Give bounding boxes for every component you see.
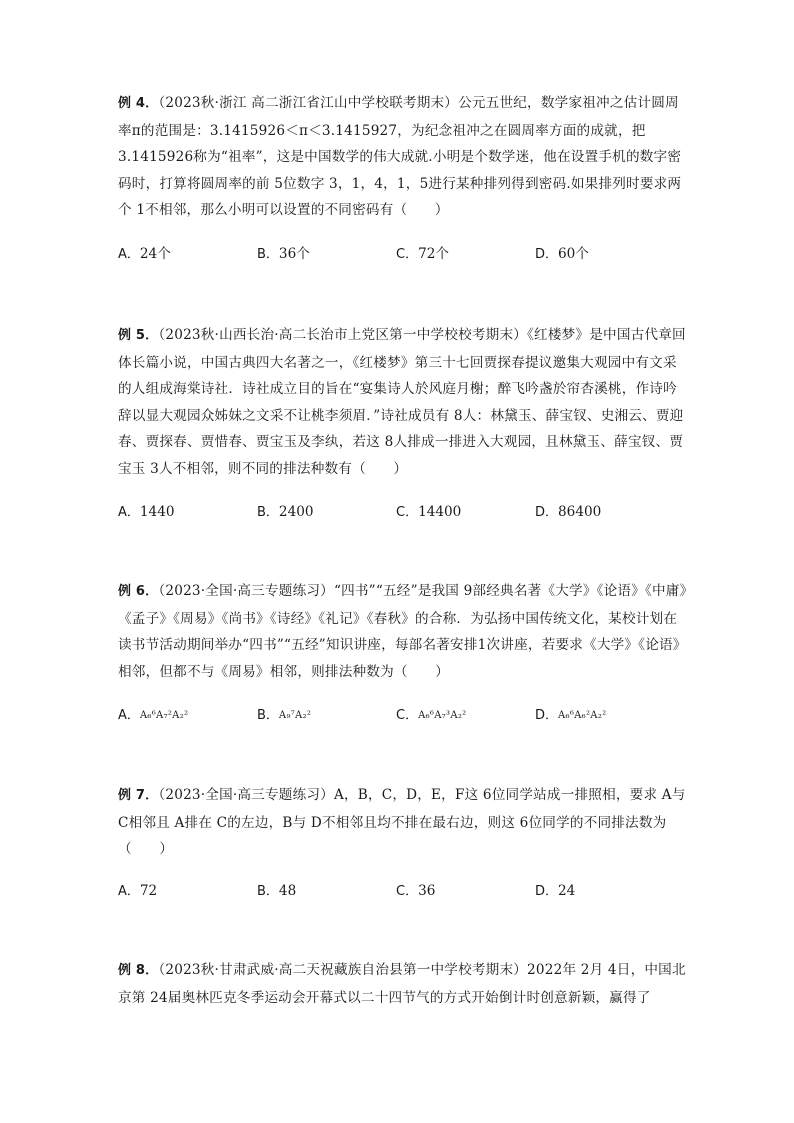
choice-d[interactable]: D．A₆⁶A₆²A₂² xyxy=(535,708,607,723)
problem-label: 例 8． xyxy=(118,963,159,978)
problem-6 xyxy=(118,578,688,723)
problem-label: 例 4． xyxy=(118,96,159,111)
problem-label: 例 5． xyxy=(118,328,159,343)
answer-choices xyxy=(118,502,688,522)
choice-c[interactable]: C．14400 xyxy=(396,504,462,520)
problem-label: 例 6． xyxy=(118,584,159,599)
problem-stem xyxy=(118,578,688,685)
problem-text: （2023秋·山西长治·高二长治市上党区第一中学校校考期末）《红楼梦》是中国古代章回体长篇小说，中国古典四大名著之一，《红楼梦》第三十七回贾探春提议邀集大观园中有文采的人组成海棠诗社．诗社成立目的旨在“宴集诗人於风庭月榭；醉飞吟盏於帘杏溪桃，作诗吟辞以显大观园众姊妹之文采不让桃李须眉．”诗社成员有 8人：林黛玉、薛宝钗、史湘云、贾迎春、贾探春、贾惜春、贾宝玉及李纨，若这 8人排成一排进入大观园，且林黛玉、薛宝钗、贾宝玉 3人不相邻，则不同的排法种数有（ ） xyxy=(118,327,686,477)
choice-b[interactable]: B．A₉⁷A₂² xyxy=(257,708,312,723)
problem-text: （2023秋·甘肃武威·高二天祝藏族自治县第一中学校考期末）2022年 2月 4日，中国北京第 24届奥林匹克冬季运动会开幕式以二十四节气的方式开始倒计时创意新颖，赢得了 xyxy=(118,962,686,1006)
choice-c[interactable]: C．72个 xyxy=(396,246,449,262)
choice-d[interactable]: D．60个 xyxy=(535,246,589,262)
problem-stem xyxy=(118,957,688,1011)
choice-b[interactable]: B．2400 xyxy=(257,504,314,520)
choice-a[interactable]: A．1440 xyxy=(118,504,175,520)
problem-label: 例 7． xyxy=(118,788,159,803)
problem-text: （2023·全国·高三专题练习）“四书”“五经”是我国 9部经典名著《大学》《论语》《中庸》《孟子》《周易》《尚书》《诗经》《礼记》《春秋》的合称．为弘扬中国传统文化，某校计划在读书节活动期间举办“四书”“五经”知识讲座，每部名著安排1次讲座，若要求《大学》《论语》相邻，但都不与《周易》相邻，则排法种数为（ ） xyxy=(118,583,687,680)
problem-8 xyxy=(118,957,688,1011)
problem-stem xyxy=(118,322,688,482)
problem-text: （2023·全国·高三专题练习）A，B，C，D，E，F这 6位同学站成一排照相，要求 A与 C相邻且 A排在 C的左边，B与 D不相邻且均不排在最右边，则这 6位同学的不同排法数为（ ） xyxy=(118,787,686,857)
choice-a[interactable]: A．A₆⁶A₇²A₂² xyxy=(118,708,189,723)
choice-b[interactable]: B．36个 xyxy=(257,246,310,262)
problem-stem xyxy=(118,782,688,863)
choice-b[interactable]: B．48 xyxy=(257,883,297,899)
problem-5 xyxy=(118,322,688,520)
answer-choices xyxy=(118,244,688,264)
answer-choices xyxy=(118,705,688,725)
choice-a[interactable]: A．72 xyxy=(118,883,158,899)
problem-text: （2023秋·浙江 高二浙江省江山中学校联考期末）公元五世纪，数学家祖冲之估计圆周率π的范围是：3.1415926＜π＜3.1415927，为纪念祖冲之在圆周率方面的成就，把3.1415926称为“祖率”，这是中国数学的伟大成就.小明是个数学迷，他在设置手机的数字密码时，打算将圆周率的前 5位数字 3，1，4，1，5进行某种排列得到密码.如果排列时要求两个 1不相邻，那么小明可以设置的不同密码有（ ） xyxy=(118,95,682,218)
problem-4 xyxy=(118,90,688,262)
choice-c[interactable]: C．36 xyxy=(396,883,436,899)
choice-d[interactable]: D．24 xyxy=(535,883,576,899)
choice-d[interactable]: D．86400 xyxy=(535,504,602,520)
problem-7 xyxy=(118,782,688,899)
choice-a[interactable]: A．24个 xyxy=(118,246,171,262)
problem-stem xyxy=(118,90,688,224)
choice-c[interactable]: C．A₆⁶A₇³A₂² xyxy=(396,708,467,723)
answer-choices xyxy=(118,881,688,901)
